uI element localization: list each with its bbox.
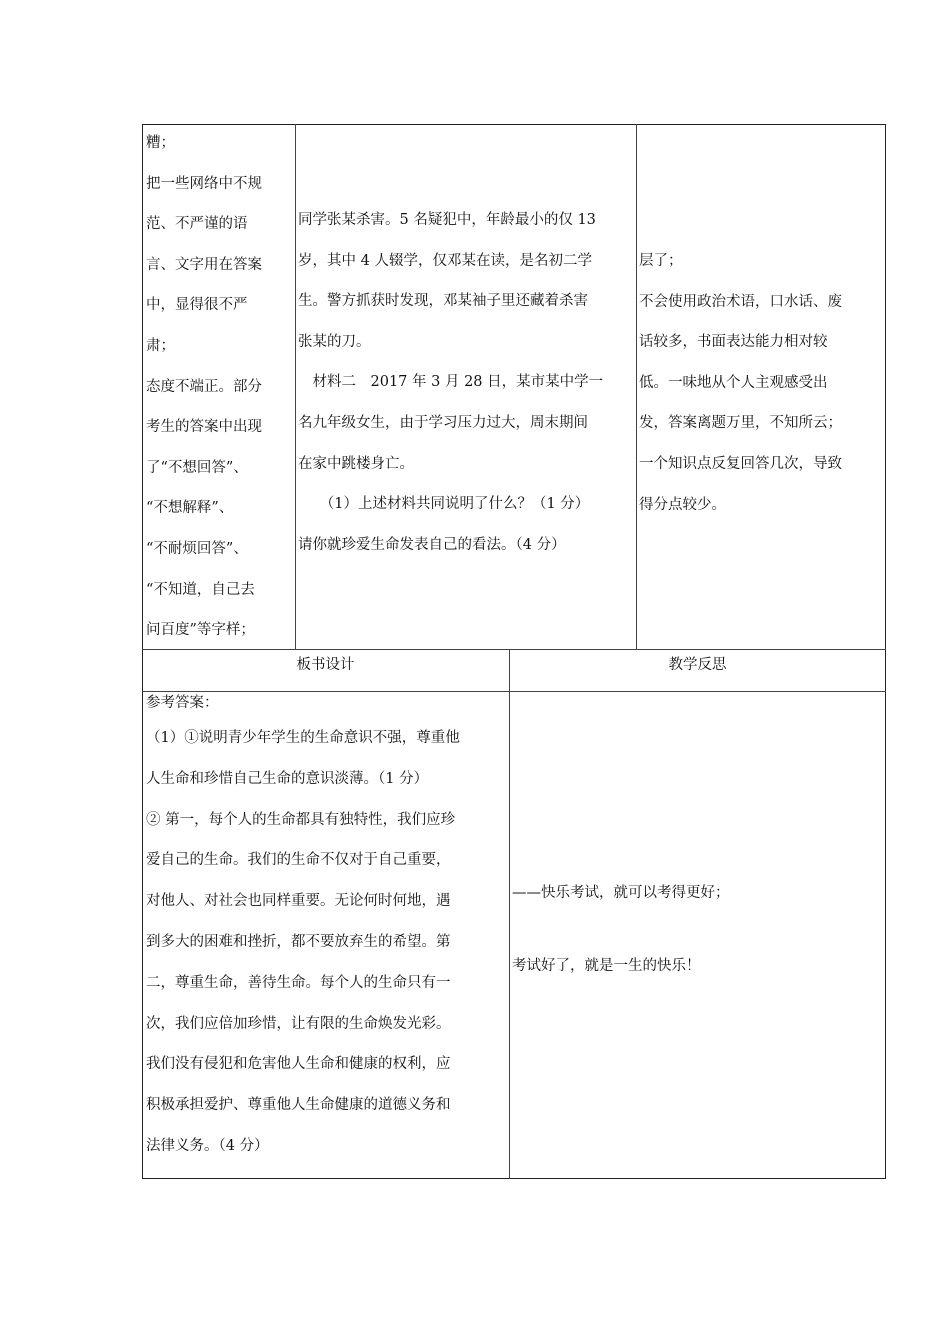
text-line: 请你就珍爱生命发表自己的看法。（4 分） [298, 536, 566, 553]
upper-col3-text [639, 241, 884, 525]
board-design-heading: 板书设计 [296, 657, 355, 673]
text-line: 糟； [146, 135, 175, 151]
text-line: 岁，其中 4 人辍学，仅邓某在读，是名初二学 [298, 252, 592, 269]
reflection-line-2: 考试好了，就是一生的快乐！ [512, 958, 701, 974]
teaching-reflection-heading: 教学反思 [668, 657, 727, 673]
reference-answer-text [146, 688, 506, 1167]
text-line: 层了； [639, 253, 683, 269]
text-line: ② 第一，每个人的生命都具有独特性，我们应珍 [146, 811, 456, 828]
upper-col-divider-2 [636, 124, 637, 650]
text-line: 问百度”等字样； [146, 622, 255, 639]
text-line: 材料二 2017 年 3 月 28 日，某市某中学一 [298, 374, 604, 391]
text-line: 积极承担爱护、尊重他人生命健康的道德义务和 [146, 1097, 451, 1114]
text-line: 在家中跳楼身亡。 [298, 455, 414, 472]
text-line: 不会使用政治术语，口水话、废 [639, 293, 842, 310]
text-line: 肃； [146, 337, 175, 354]
text-line: 中，显得很不严 [146, 297, 248, 314]
reflection-line-1: ——快乐考试，就可以考得更好； [512, 885, 730, 901]
text-line: 爱自己的生命。我们的生命不仅对于自己重要， [146, 852, 451, 869]
text-line: 法律义务。（4 分） [146, 1137, 269, 1154]
text-line: 言、文字用在答案 [146, 256, 262, 273]
text-line: 我们没有侵犯和危害他人生命和健康的权利，应 [146, 1056, 451, 1073]
text-line: 对他人、对社会也同样重要。无论何时何地，遇 [146, 893, 451, 910]
text-line: “不想解释”、 [146, 500, 234, 517]
text-line: （1）上述材料共同说明了什么？（1 分） [298, 496, 590, 513]
text-line: 二，尊重生命，善待生命。每个人的生命只有一 [146, 974, 451, 991]
text-line: 到多大的困难和挫折，都不要放弃生的希望。第 [146, 933, 451, 950]
text-line: 了“不想回答”、 [146, 459, 248, 476]
text-line: 话较多，书面表达能力相对较 [639, 334, 828, 351]
text-line: “不知道，自己去 [146, 581, 255, 598]
text-line: 考生的答案中出现 [146, 419, 262, 436]
text-line: 参考答案： [146, 695, 219, 711]
upper-col2-text [298, 200, 634, 565]
upper-col1-text [146, 123, 292, 651]
upper-col-divider-1 [295, 124, 296, 650]
text-line: 态度不端正。部分 [146, 378, 262, 395]
text-line: 范、不严谨的语 [146, 216, 248, 233]
text-line: 名九年级女生，由于学习压力过大，周末期间 [298, 414, 588, 431]
text-line: 张某的刀。 [298, 333, 371, 350]
text-line: 得分点较少。 [639, 496, 726, 513]
text-line: 一个知识点反复回答几次，导致 [639, 455, 842, 472]
text-line: 人生命和珍惜自己生命的意识淡薄。（1 分） [146, 770, 429, 787]
text-line: 把一些网络中不规 [146, 175, 262, 192]
lower-col-divider [509, 649, 510, 1179]
text-line: 次，我们应倍加珍惜，让有限的生命焕发光彩。 [146, 1015, 451, 1032]
text-line: 生。警方抓获时发现，邓某袖子里还藏着杀害 [298, 293, 588, 310]
text-line: 发，答案离题万里，不知所云； [639, 415, 842, 432]
text-line: “不耐烦回答”、 [146, 540, 248, 557]
text-line: （1）①说明青少年学生的生命意识不强，尊重他 [146, 730, 460, 746]
text-line: 同学张某杀害。5 名疑犯中，年龄最小的仅 13 [298, 212, 596, 228]
text-line: 低。一味地从个人主观感受出 [639, 374, 828, 391]
